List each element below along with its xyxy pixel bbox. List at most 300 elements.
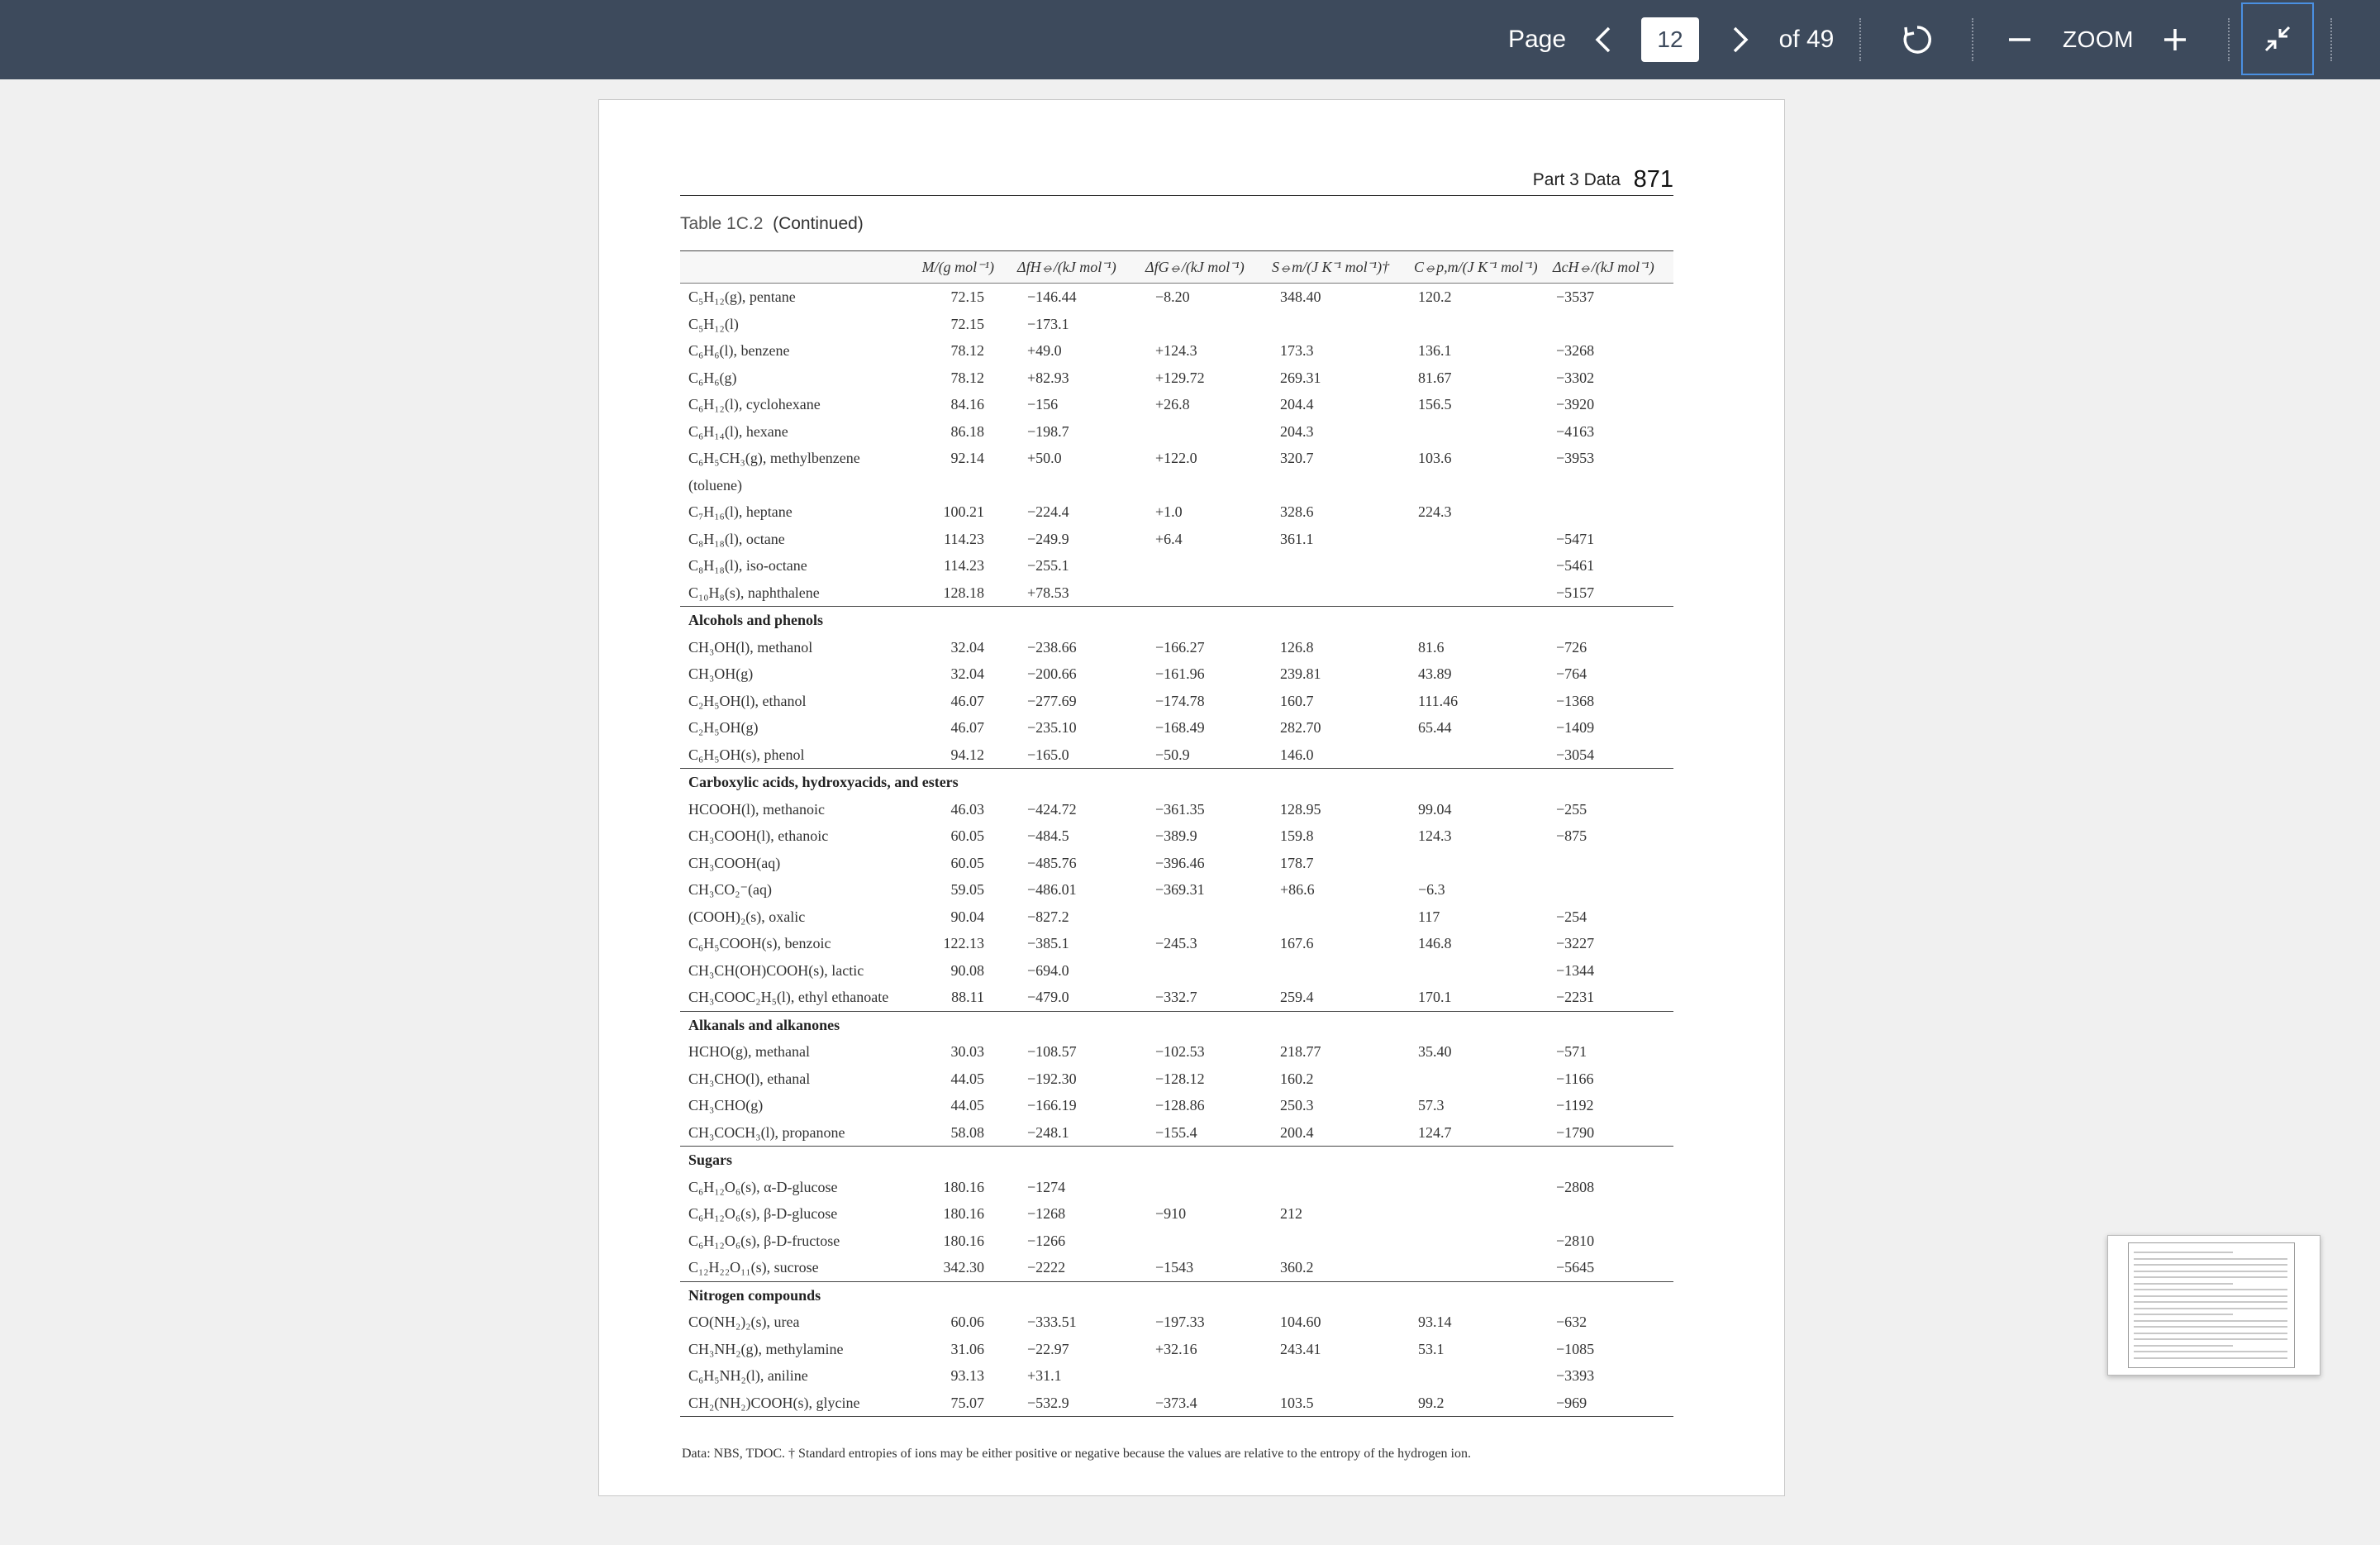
table-cell: 32.04 <box>950 638 984 656</box>
table-cell: −385.1 <box>1027 935 1069 951</box>
table-cell: −3537 <box>1556 288 1595 305</box>
table-cell: −1085 <box>1556 1340 1595 1357</box>
table-cell: +129.72 <box>1155 369 1205 386</box>
table-cell: −1166 <box>1556 1070 1594 1087</box>
table-cell: 59.05 <box>950 881 984 898</box>
table-cell: 93.13 <box>950 1367 984 1384</box>
thumbnail-line <box>2134 1314 2233 1315</box>
table-cell: 35.40 <box>1418 1043 1452 1060</box>
table-cell: −165.0 <box>1027 746 1069 763</box>
table-cell: −277.69 <box>1027 692 1077 709</box>
table-cell: −8.20 <box>1155 288 1190 305</box>
table-cell: −128.86 <box>1155 1097 1205 1113</box>
compound-name: C₆H₁₂(l), cyclohexane <box>688 396 821 412</box>
table-cell: −3227 <box>1556 935 1595 951</box>
table-cell: 60.06 <box>950 1314 984 1330</box>
table-cell: 159.8 <box>1280 827 1314 844</box>
table-cell: −238.66 <box>1027 638 1077 656</box>
table-cell: −249.9 <box>1027 530 1069 547</box>
table-row <box>680 957 1673 985</box>
table-row <box>680 1309 1673 1336</box>
table-cell: 44.05 <box>950 1070 984 1087</box>
compound-name: C₆H₁₂O₆(s), β-D-glucose <box>688 1205 838 1222</box>
compound-name: C₂H₅OH(g) <box>688 719 759 736</box>
compound-name: CH₂(NH₂)COOH(s), glycine <box>688 1394 860 1411</box>
table-cell: −764 <box>1556 665 1587 682</box>
table-row <box>680 876 1673 904</box>
compound-name: C₇H₁₆(l), heptane <box>688 503 793 520</box>
toolbar-divider <box>2330 18 2332 61</box>
table-cell: +86.6 <box>1280 881 1315 898</box>
table-cell: −3953 <box>1556 450 1595 466</box>
previous-page-button[interactable] <box>1578 0 1628 79</box>
table-row <box>680 579 1673 608</box>
table-row <box>680 526 1673 553</box>
table-cell: −369.31 <box>1155 881 1205 898</box>
compound-name: C₈H₁₈(l), iso-octane <box>688 557 807 574</box>
table-cell: −168.49 <box>1155 719 1205 736</box>
table-cell: −161.96 <box>1155 665 1205 682</box>
table-cell: −50.9 <box>1155 746 1190 763</box>
table-cell: −875 <box>1556 827 1587 844</box>
table-cell: −3920 <box>1556 396 1595 412</box>
thumbnail-line <box>2134 1283 2233 1285</box>
rotate-button[interactable] <box>1892 0 1942 79</box>
section-heading: Alcohols and phenols <box>688 612 824 628</box>
table-cell: −479.0 <box>1027 989 1069 1005</box>
table-cell: 218.77 <box>1280 1043 1321 1060</box>
table-cell: 99.2 <box>1418 1394 1445 1411</box>
table-cell: −827.2 <box>1027 908 1069 925</box>
compound-name: CH₃COOH(l), ethanoic <box>688 827 829 844</box>
thumbnail-line <box>2134 1276 2287 1278</box>
table-cell: 81.67 <box>1418 369 1452 386</box>
compound-name: C₂H₅OH(l), ethanol <box>688 692 807 709</box>
table-row <box>680 337 1673 365</box>
compound-name: C₆H₅NH₂(l), aniline <box>688 1367 808 1384</box>
table-cell: 160.7 <box>1280 692 1314 709</box>
table-cell: 173.3 <box>1280 342 1314 359</box>
viewer-toolbar <box>0 0 2380 79</box>
compound-name: CH₃COOC₂H₅(l), ethyl ethanoate <box>688 989 889 1005</box>
table-cell: +31.1 <box>1027 1367 1062 1384</box>
table-cell: −486.01 <box>1027 881 1077 898</box>
section-heading: Nitrogen compounds <box>688 1286 821 1304</box>
table-cell: −173.1 <box>1027 315 1069 332</box>
page-thumbnail[interactable] <box>2107 1235 2320 1376</box>
zoom-out-button[interactable] <box>1997 0 2043 79</box>
table-cell: 75.07 <box>950 1394 984 1411</box>
compound-name: C₆H₅CH₃(g), methylbenzene <box>688 450 860 466</box>
chevron-left-icon <box>1594 26 1612 54</box>
table-cell: −969 <box>1556 1394 1587 1411</box>
thumbnail-line <box>2134 1308 2287 1309</box>
table-cell: −146.44 <box>1027 288 1077 305</box>
table-cell: +50.0 <box>1027 450 1062 466</box>
thumbnail-line <box>2134 1338 2287 1340</box>
table-cell: 250.3 <box>1280 1097 1314 1113</box>
compound-name: C₁₀H₈(s), naphthalene <box>688 584 820 601</box>
table-cell: −910 <box>1155 1205 1187 1222</box>
table-cell: 88.11 <box>951 989 984 1005</box>
table-cell: −5157 <box>1556 584 1595 601</box>
section-heading: Sugars <box>688 1152 733 1168</box>
table-cell: 117 <box>1418 908 1440 925</box>
compound-name: C₆H₅COOH(s), benzoic <box>688 935 831 951</box>
table-cell: 146.8 <box>1418 935 1452 951</box>
table-cell: 204.3 <box>1280 422 1314 440</box>
table-row <box>680 284 1673 311</box>
table-row <box>680 1038 1673 1066</box>
table-cell: +78.53 <box>1027 584 1069 601</box>
rotate-icon <box>1901 23 1934 56</box>
compound-name: C₆H₅OH(s), phenol <box>688 746 805 763</box>
table-cell: 128.95 <box>1280 800 1321 818</box>
table-cell: 84.16 <box>950 396 984 412</box>
table-row <box>680 1200 1673 1228</box>
table-cell: 160.2 <box>1280 1070 1314 1087</box>
compound-name: C₅H₁₂(g), pentane <box>688 288 796 305</box>
table-row <box>680 1390 1673 1418</box>
table-cell: 114.23 <box>944 530 984 547</box>
table-row <box>680 688 1673 715</box>
section-heading-row <box>680 1147 1673 1174</box>
table-row <box>680 1092 1673 1119</box>
running-head-title: Part 3 Data <box>1532 170 1621 189</box>
table-cell: 204.4 <box>1280 396 1314 412</box>
column-header: ΔfH⦵/(kJ mol⁻¹) <box>1017 259 1116 275</box>
table-cell: −166.19 <box>1027 1097 1077 1113</box>
table-cell: −571 <box>1556 1043 1587 1060</box>
thumbnail-line <box>2134 1258 2287 1260</box>
table-row <box>680 634 1673 661</box>
total-pages-label: of 49 <box>1778 26 1835 53</box>
table-cell: −5461 <box>1556 557 1595 574</box>
compound-name: (COOH)₂(s), oxalic <box>688 908 806 925</box>
table-cell: 103.6 <box>1418 450 1452 466</box>
table-cell: 259.4 <box>1280 989 1314 1005</box>
table-cell: 93.14 <box>1418 1314 1452 1330</box>
toolbar-divider <box>2228 18 2230 61</box>
minus-icon <box>2007 27 2032 52</box>
table-cell: −424.72 <box>1027 800 1077 818</box>
table-row <box>680 984 1673 1012</box>
table-cell: 65.44 <box>1418 719 1452 736</box>
thumbnail-line <box>2134 1320 2287 1322</box>
table-cell: 212 <box>1280 1205 1302 1222</box>
column-header: ΔcH⦵/(kJ mol⁻¹) <box>1553 259 1654 275</box>
thumbnail-line <box>2134 1326 2287 1328</box>
compound-name: CO(NH₂)₂(s), urea <box>688 1314 800 1330</box>
table-cell: 128.18 <box>943 584 984 601</box>
compound-name: CH₃NH₂(g), methylamine <box>688 1340 844 1357</box>
table-cell: −1368 <box>1556 692 1595 709</box>
thumbnail-line <box>2134 1345 2233 1347</box>
table-cell: +82.93 <box>1027 369 1069 386</box>
table-cell: −3393 <box>1556 1367 1595 1384</box>
table-row <box>680 445 1673 472</box>
table-cell: −2222 <box>1027 1259 1066 1276</box>
table-row <box>680 930 1673 957</box>
table-cell: 146.0 <box>1280 746 1314 763</box>
table-cell: 94.12 <box>950 746 984 763</box>
table-cell: 360.2 <box>1280 1259 1314 1276</box>
compound-name: C₆H₆(g) <box>688 369 737 386</box>
table-cell: 90.08 <box>950 961 984 979</box>
table-cell: −1266 <box>1027 1232 1066 1249</box>
zoom-in-button[interactable] <box>2152 0 2198 79</box>
table-cell: −192.30 <box>1027 1070 1077 1087</box>
table-row <box>680 472 1673 499</box>
table-cell: −3054 <box>1556 746 1595 763</box>
table-cell: 239.81 <box>1280 665 1321 682</box>
table-cell: −255.1 <box>1027 557 1069 574</box>
table-cell: 178.7 <box>1280 854 1314 871</box>
thumbnail-line <box>2134 1301 2287 1303</box>
table-cell: 120.2 <box>1418 288 1452 305</box>
table-cell: −254 <box>1556 908 1587 925</box>
table-cell: 31.06 <box>950 1340 984 1357</box>
table-cell: −694.0 <box>1027 961 1069 979</box>
column-header: ΔfG⦵/(kJ mol⁻¹) <box>1145 259 1245 275</box>
table-cell: −248.1 <box>1027 1123 1069 1141</box>
document-page <box>598 99 1785 1496</box>
table-cell: −174.78 <box>1155 692 1205 709</box>
table-cell: 46.07 <box>950 692 984 709</box>
table-cell: 60.05 <box>950 827 984 844</box>
table-row <box>680 904 1673 931</box>
table-cell: −3268 <box>1556 342 1595 359</box>
table-cell: 348.40 <box>1280 288 1321 305</box>
data-table <box>680 250 1673 1545</box>
compound-name: CH₃CH(OH)COOH(s), lactic <box>688 961 864 979</box>
table-cell: 282.70 <box>1280 719 1321 736</box>
table-cell: −333.51 <box>1027 1314 1077 1330</box>
table-cell: −373.4 <box>1155 1394 1197 1411</box>
table-cell: −1790 <box>1556 1123 1595 1141</box>
thumbnail-line <box>2134 1289 2287 1290</box>
section-heading: Alkanals and alkanones <box>688 1016 840 1033</box>
table-cell: −155.4 <box>1155 1123 1197 1141</box>
column-header: S⦵m/(J K⁻¹ mol⁻¹)† <box>1272 259 1390 275</box>
table-cell: −108.57 <box>1027 1043 1077 1060</box>
table-cell: 224.3 <box>1418 503 1452 520</box>
table-cell: −3302 <box>1556 369 1595 386</box>
thumbnail-page <box>2128 1242 2295 1368</box>
table-cell: 170.1 <box>1418 989 1452 1005</box>
compound-name: CH₃CHO(l), ethanal <box>688 1070 811 1087</box>
table-row <box>680 1066 1673 1093</box>
table-row <box>680 1254 1673 1282</box>
table-cell: 92.14 <box>950 450 984 466</box>
table-cell: 200.4 <box>1280 1123 1314 1141</box>
table-cell: −198.7 <box>1027 422 1069 440</box>
table-cell: −532.9 <box>1027 1394 1069 1411</box>
table-cell: −235.10 <box>1027 719 1077 736</box>
table-cell: 124.3 <box>1418 827 1452 844</box>
page-number-input[interactable]: 12 <box>1641 17 1699 62</box>
running-header <box>680 145 1673 196</box>
column-header: C⦵p,m/(J K⁻¹ mol⁻¹) <box>1414 259 1538 275</box>
plus-icon <box>2163 27 2187 52</box>
table-row <box>680 418 1673 446</box>
table-row <box>680 1362 1673 1390</box>
table-row <box>680 1336 1673 1363</box>
compound-name: C₆H₆(l), benzene <box>688 342 790 359</box>
thumbnail-line <box>2134 1351 2287 1352</box>
table-cell: 57.3 <box>1418 1097 1445 1113</box>
toolbar-divider <box>1859 18 1861 61</box>
table-row <box>680 660 1673 688</box>
table-row <box>680 391 1673 418</box>
table-cell: 122.13 <box>943 935 984 951</box>
table-cell: 100.21 <box>943 503 984 520</box>
section-heading-row <box>680 769 1673 796</box>
section-heading-row <box>680 1012 1673 1039</box>
table-row <box>680 1174 1673 1201</box>
compound-name: CH₃CHO(g) <box>688 1097 764 1113</box>
page-number: 871 <box>1633 166 1673 193</box>
table-cell: −5471 <box>1556 530 1595 547</box>
table-caption-suffix: (Continued) <box>773 214 864 233</box>
table-footnote: Data: NBS, TDOC. † Standard entropies of ions may be either positive or negative because the values are relative to the entropy of the hydrogen ion. <box>682 1447 1471 1461</box>
table-cell: −4163 <box>1556 422 1595 440</box>
table-cell: −1344 <box>1556 961 1595 979</box>
table-cell: 328.6 <box>1280 503 1314 520</box>
table-cell: −1192 <box>1556 1097 1594 1113</box>
compound-name: CH₃CO₂⁻(aq) <box>688 881 773 898</box>
table-cell: 320.7 <box>1280 450 1314 466</box>
table-cell: −156 <box>1027 396 1059 412</box>
compound-name: (toluene) <box>688 476 742 494</box>
table-cell: +122.0 <box>1155 450 1197 466</box>
table-cell: 43.89 <box>1418 665 1452 682</box>
table-row <box>680 1119 1673 1147</box>
compound-name: C₆H₁₂O₆(s), α-D-glucose <box>688 1178 838 1195</box>
table-cell: 156.5 <box>1418 396 1452 412</box>
table-row <box>680 742 1673 770</box>
table-cell: −1543 <box>1155 1259 1194 1276</box>
table-cell: 60.05 <box>950 854 984 871</box>
table-cell: 90.04 <box>950 908 984 925</box>
table-cell: 361.1 <box>1280 530 1314 547</box>
table-body <box>680 284 1673 1417</box>
table-cell: 104.60 <box>1280 1314 1321 1330</box>
table-cell: +32.16 <box>1155 1340 1197 1357</box>
table-cell: 167.6 <box>1280 935 1314 951</box>
table-cell: −224.4 <box>1027 503 1069 520</box>
table-cell: −2231 <box>1556 989 1595 1005</box>
table-cell: −332.7 <box>1155 989 1197 1005</box>
section-heading: Carboxylic acids, hydroxyacids, and esters <box>688 774 959 790</box>
table-cell: −485.76 <box>1027 854 1077 871</box>
table-row <box>680 1228 1673 1255</box>
table-row <box>680 552 1673 579</box>
table-caption <box>680 214 864 234</box>
table-cell: +49.0 <box>1027 342 1062 359</box>
table-cell: 78.12 <box>950 369 984 386</box>
table-cell: 114.23 <box>944 557 984 574</box>
table-cell: −128.12 <box>1155 1070 1205 1087</box>
thumbnail-line <box>2134 1271 2287 1272</box>
table-cell: +1.0 <box>1155 503 1183 520</box>
table-row <box>680 365 1673 392</box>
compound-name: CH₃COCH₃(l), propanone <box>688 1123 845 1141</box>
column-header: M/(g mol⁻¹) <box>921 259 994 275</box>
compound-name: C₆H₁₂O₆(s), β-D-fructose <box>688 1232 840 1249</box>
table-cell: +124.3 <box>1155 342 1197 359</box>
table-cell: −2810 <box>1556 1232 1595 1249</box>
table-cell: −5645 <box>1556 1259 1595 1276</box>
table-cell: 78.12 <box>950 342 984 359</box>
table-cell: −1268 <box>1027 1205 1066 1222</box>
table-cell: 86.18 <box>950 422 984 440</box>
table-row <box>680 714 1673 742</box>
table-cell: 136.1 <box>1418 342 1452 359</box>
compound-name: CH₃OH(g) <box>688 665 754 682</box>
table-cell: +26.8 <box>1155 396 1190 412</box>
table-cell: 53.1 <box>1418 1340 1445 1357</box>
table-cell: 99.04 <box>1418 800 1452 818</box>
exit-fullscreen-button[interactable] <box>2241 2 2314 75</box>
table-cell: −726 <box>1556 638 1587 656</box>
table-cell: −245.3 <box>1155 935 1197 951</box>
table-cell: 243.41 <box>1280 1340 1321 1357</box>
compound-name: C₅H₁₂(l) <box>688 315 739 332</box>
compound-name: C₈H₁₈(l), octane <box>688 530 785 547</box>
section-heading-row <box>680 1282 1673 1309</box>
table-cell: 180.16 <box>943 1205 984 1222</box>
table-cell: −389.9 <box>1155 827 1197 844</box>
table-cell: −22.97 <box>1027 1340 1069 1357</box>
table-cell: 32.04 <box>950 665 984 682</box>
table-cell: −632 <box>1556 1314 1587 1330</box>
thumbnail-line <box>2134 1252 2233 1253</box>
table-cell: −6.3 <box>1418 881 1445 898</box>
table-cell: −2808 <box>1556 1178 1595 1195</box>
table-cell: −396.46 <box>1155 854 1205 871</box>
compound-name: HCHO(g), methanal <box>688 1043 810 1060</box>
table-cell: 103.5 <box>1280 1394 1314 1411</box>
page-label: Page <box>1507 26 1567 53</box>
section-heading-row <box>680 607 1673 634</box>
table-cell: −102.53 <box>1155 1043 1205 1060</box>
thumbnail-line <box>2134 1333 2287 1334</box>
table-cell: 72.15 <box>950 315 984 332</box>
table-cell: +6.4 <box>1155 530 1183 547</box>
thumbnail-line <box>2134 1357 2287 1359</box>
table-cell: 46.03 <box>950 800 984 818</box>
table-row <box>680 498 1673 526</box>
table-row <box>680 796 1673 823</box>
thumbnail-line <box>2134 1295 2287 1297</box>
table-cell: 180.16 <box>943 1178 984 1195</box>
table-header-row <box>680 251 1673 284</box>
table-cell: −1274 <box>1027 1178 1066 1195</box>
collapse-icon <box>2263 24 2292 54</box>
compound-name: CH₃OH(l), methanol <box>688 638 813 656</box>
table-cell: 342.30 <box>943 1259 984 1276</box>
table-cell: 44.05 <box>950 1097 984 1113</box>
table-cell: 46.07 <box>950 719 984 736</box>
table-cell: 81.6 <box>1418 638 1445 656</box>
table-row <box>680 311 1673 338</box>
table-cell: 126.8 <box>1280 638 1314 656</box>
table-cell: −361.35 <box>1155 800 1205 818</box>
next-page-button[interactable] <box>1716 0 1765 79</box>
table-row <box>680 823 1673 850</box>
table-cell: 30.03 <box>950 1043 984 1060</box>
